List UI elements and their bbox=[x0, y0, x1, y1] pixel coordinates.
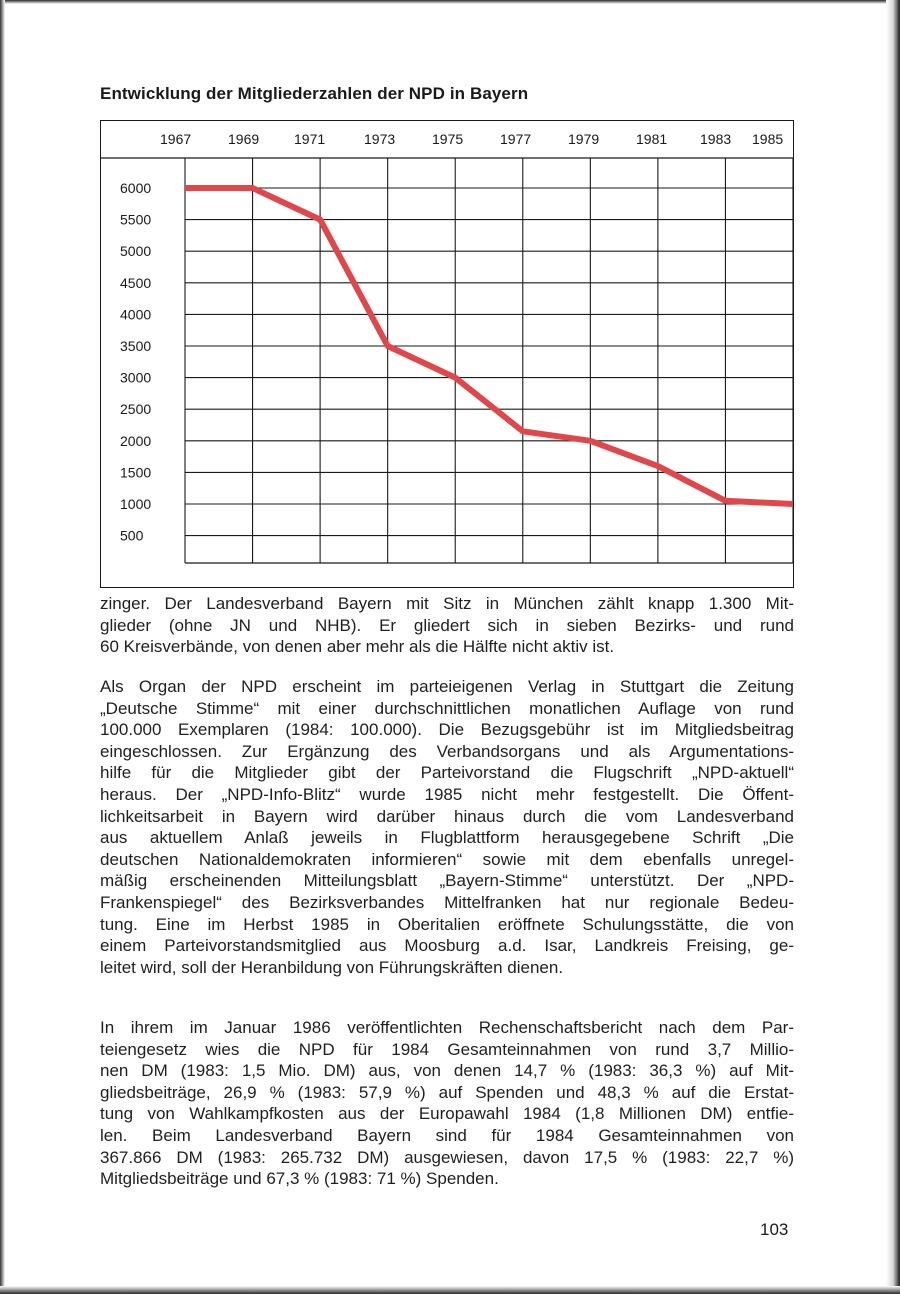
paragraph-state-association bbox=[100, 593, 794, 658]
y-tick-label: 3000 bbox=[120, 369, 152, 386]
text-line: hilfe für die Mitglieder gibt der Parteivorstand die Flugschrift „NPD-aktuell“ bbox=[100, 763, 794, 783]
x-tick-label: 1969 bbox=[228, 131, 260, 147]
y-tick-label: 1500 bbox=[120, 464, 152, 481]
x-tick-label: 1983 bbox=[700, 131, 732, 147]
text-line: 100.000 Exemplaren (1984: 100.000). Die Bezugsgebühr ist im Mitgliedsbeitrag bbox=[100, 720, 794, 740]
text-line: Frankenspiegel“ des Bezirksverbandes Mittelfranken hat nur regionale Bedeu- bbox=[100, 892, 794, 912]
text-line: nen DM (1983: 1,5 Mio. DM) aus, von denen 14,7 % (1983: 36,3 %) auf Mit- bbox=[100, 1061, 794, 1081]
chart-title: Entwicklung der Mitgliederzahlen der NPD in Bayern bbox=[100, 84, 529, 103]
y-tick-label: 6000 bbox=[120, 180, 152, 196]
x-tick-label: 1973 bbox=[364, 131, 396, 147]
y-tick-label: 2500 bbox=[120, 401, 152, 418]
text-line: In ihrem im Januar 1986 veröffentlichten Rechenschaftsbericht nach dem Par- bbox=[100, 1018, 794, 1037]
text-line: teiengesetz wies die NPD für 1984 Gesamteinnahmen von rund 3,7 Millio- bbox=[100, 1039, 794, 1059]
text-line: Mitgliedsbeiträge und 67,3 % (1983: 71 %) Spenden. bbox=[100, 1169, 499, 1189]
text-line: 60 Kreisverbände, von denen aber mehr als die Hälfte nicht aktiv ist. bbox=[100, 637, 615, 657]
x-tick-label: 1971 bbox=[294, 131, 326, 147]
text-line: tung von Wahlkampfkosten aus der Europawahl 1984 (1,8 Millionen DM) entfie- bbox=[100, 1104, 794, 1124]
text-line: glieder (ohne JN und NHB). Er gliedert sich in sieben Bezirks- und rund bbox=[100, 615, 794, 635]
paragraph-press-organ bbox=[100, 676, 794, 978]
y-tick-label: 5000 bbox=[120, 243, 152, 260]
page-edge-bottom bbox=[0, 1286, 900, 1294]
text-line: mäßig erscheinenden Mitteilungsblatt „Bayern-Stimme“ unterstützt. Der „NPD- bbox=[100, 871, 794, 891]
text-line: einem Parteivorstandsmitglied aus Moosburg a.d. Isar, Landkreis Freising, ge- bbox=[100, 936, 794, 956]
paragraph-finances bbox=[100, 1017, 794, 1190]
x-tick-label: 1985 bbox=[752, 131, 784, 147]
text-line: Als Organ der NPD erscheint im parteieigenen Verlag in Stuttgart die Zeitung bbox=[100, 677, 794, 696]
membership-line-chart bbox=[0, 0, 900, 620]
x-tick-label: 1967 bbox=[160, 131, 192, 147]
text-line: deutschen Nationaldemokraten informieren“ sowie mit dem ebenfalls unregel- bbox=[100, 849, 794, 869]
page-number: 103 bbox=[760, 1220, 789, 1239]
text-line: tung. Eine im Herbst 1985 in Oberitalien eröffnete Schulungsstätte, die von bbox=[100, 914, 794, 934]
y-tick-label: 4000 bbox=[120, 306, 152, 323]
y-tick-label: 1000 bbox=[120, 496, 152, 512]
text-line: heraus. Der „NPD-Info-Blitz“ wurde 1985 nicht mehr festgestellt. Die Öffent- bbox=[100, 784, 794, 804]
text-line: len. Beim Landesverband Bayern sind für 1984 Gesamteinnahmen von bbox=[100, 1125, 794, 1145]
y-tick-label: 5500 bbox=[120, 211, 152, 228]
text-line: zinger. Der Landesverband Bayern mit Sitz in München zählt knapp 1.300 Mit- bbox=[100, 594, 794, 613]
x-tick-label: 1981 bbox=[636, 131, 668, 147]
text-line: aus aktuellem Anlaß jeweils in Flugblattform herausgegebene Schrift „Die bbox=[100, 828, 794, 848]
text-line: leitet wird, soll der Heranbildung von Führungskräften dienen. bbox=[100, 957, 564, 977]
x-tick-label: 1979 bbox=[568, 131, 600, 147]
text-line: lichkeitsarbeit in Bayern wird darüber hinaus durch die vom Landesverband bbox=[100, 806, 794, 826]
text-line: gliedsbeiträge, 26,9 % (1983: 57,9 %) auf Spenden und 48,3 % auf die Erstat- bbox=[100, 1082, 794, 1102]
text-line: eingeschlossen. Zur Ergänzung des Verbandsorgans und als Argumentations- bbox=[100, 741, 794, 761]
x-tick-label: 1975 bbox=[432, 131, 464, 147]
text-line: „Deutsche Stimme“ mit einer durchschnittlichen monatlichen Auflage von rund bbox=[100, 698, 794, 718]
y-tick-label: 3500 bbox=[120, 338, 152, 354]
x-tick-label: 1977 bbox=[500, 131, 532, 147]
y-tick-label: 500 bbox=[120, 527, 144, 544]
y-tick-label: 2000 bbox=[120, 432, 152, 449]
y-tick-label: 4500 bbox=[120, 274, 152, 291]
text-line: 367.866 DM (1983: 265.732 DM) ausgewiesen, davon 17,5 % (1983: 22,7 %) bbox=[100, 1147, 794, 1167]
